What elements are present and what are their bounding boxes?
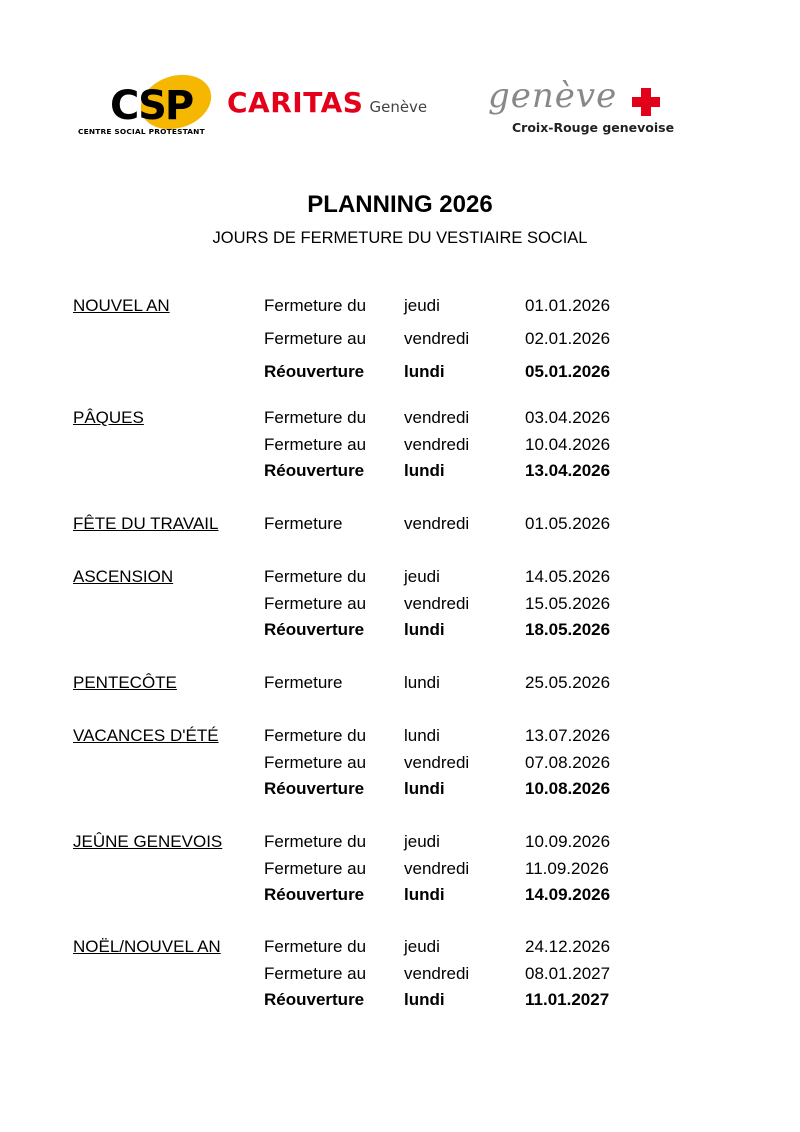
croix-rouge-logo-subtitle: Croix-Rouge genevoise — [512, 120, 675, 135]
row-weekday: jeudi — [404, 296, 440, 315]
row-label: Réouverture — [264, 620, 365, 639]
row-label: Fermeture au — [264, 329, 367, 348]
row-weekday: vendredi — [404, 329, 470, 348]
row-date: 10.09.2026 — [525, 832, 611, 851]
row-weekday: vendredi — [404, 593, 470, 613]
row-label: Réouverture — [264, 990, 365, 1009]
row-date: 18.05.2026 — [525, 620, 611, 639]
holiday-name: NOËL/NOUVEL AN — [73, 937, 221, 956]
row-weekday: vendredi — [404, 514, 470, 533]
row-date: 13.07.2026 — [525, 726, 611, 745]
page-subtitle: JOURS DE FERMETURE DU VESTIAIRE SOCIAL — [212, 229, 588, 247]
holiday-name: NOUVEL AN — [73, 296, 170, 315]
row-date: 24.12.2026 — [525, 937, 611, 956]
row-label: Réouverture — [264, 362, 365, 381]
croix-rouge-logo-script: genève — [488, 76, 618, 116]
caritas-logo-city: Genève — [369, 98, 428, 116]
row-label: Réouverture — [264, 885, 365, 904]
row-date: 15.05.2026 — [525, 593, 611, 613]
row-date: 02.01.2026 — [525, 329, 611, 348]
row-weekday: jeudi — [404, 832, 440, 851]
csp-logo-subtitle: CENTRE SOCIAL PROTESTANT — [78, 127, 205, 136]
caritas-logo-name: CARITAS — [227, 86, 364, 119]
row-label: Fermeture du — [264, 296, 367, 315]
row-weekday: vendredi — [404, 434, 470, 454]
row-label: Réouverture — [264, 779, 365, 798]
holiday-name: VACANCES D'ÉTÉ — [73, 726, 219, 745]
row-label: Fermeture au — [264, 963, 367, 983]
row-label: Fermeture — [264, 673, 343, 692]
row-label: Fermeture au — [264, 858, 367, 878]
row-date: 03.04.2026 — [525, 408, 611, 427]
row-date: 14.09.2026 — [525, 885, 611, 904]
row-weekday: lundi — [404, 620, 445, 639]
row-label: Fermeture du — [264, 832, 367, 851]
row-date: 01.01.2026 — [525, 296, 611, 315]
row-date: 10.04.2026 — [525, 434, 611, 454]
row-weekday: vendredi — [404, 752, 470, 772]
row-date: 10.08.2026 — [525, 779, 611, 798]
row-date: 01.05.2026 — [525, 514, 611, 533]
csp-logo-letters: CSP — [110, 83, 193, 129]
holiday-name: ASCENSION — [73, 567, 174, 586]
row-date: 11.09.2026 — [525, 858, 609, 878]
row-label: Fermeture du — [264, 408, 367, 427]
row-weekday: lundi — [404, 362, 445, 381]
row-weekday: lundi — [404, 673, 440, 692]
holiday-name: FÊTE DU TRAVAIL — [73, 514, 219, 533]
row-weekday: lundi — [404, 726, 440, 745]
row-date: 14.05.2026 — [525, 567, 611, 586]
row-weekday: jeudi — [404, 567, 440, 586]
row-weekday: vendredi — [404, 858, 470, 878]
row-date: 07.08.2026 — [525, 752, 611, 772]
row-date: 13.04.2026 — [525, 461, 611, 480]
row-weekday: lundi — [404, 990, 445, 1009]
row-label: Fermeture au — [264, 593, 367, 613]
holiday-name: PÂQUES — [73, 408, 144, 427]
row-date: 11.01.2027 — [525, 990, 610, 1009]
row-date: 25.05.2026 — [525, 673, 611, 692]
holiday-name: JEÛNE GENEVOIS — [73, 832, 223, 851]
row-weekday: jeudi — [404, 937, 440, 956]
row-label: Fermeture au — [264, 434, 367, 454]
row-label: Fermeture au — [264, 752, 367, 772]
row-weekday: lundi — [404, 461, 445, 480]
row-weekday: lundi — [404, 779, 445, 798]
row-label: Fermeture — [264, 514, 343, 533]
row-label: Fermeture du — [264, 937, 367, 956]
holiday-name: PENTECÔTE — [73, 673, 177, 692]
row-label: Fermeture du — [264, 567, 367, 586]
page-title: PLANNING 2026 — [307, 191, 493, 218]
row-date: 08.01.2027 — [525, 963, 611, 983]
row-weekday: vendredi — [404, 963, 470, 983]
row-weekday: vendredi — [404, 408, 470, 427]
row-label: Réouverture — [264, 461, 365, 480]
row-weekday: lundi — [404, 885, 445, 904]
row-label: Fermeture du — [264, 726, 367, 745]
row-date: 05.01.2026 — [525, 362, 611, 381]
